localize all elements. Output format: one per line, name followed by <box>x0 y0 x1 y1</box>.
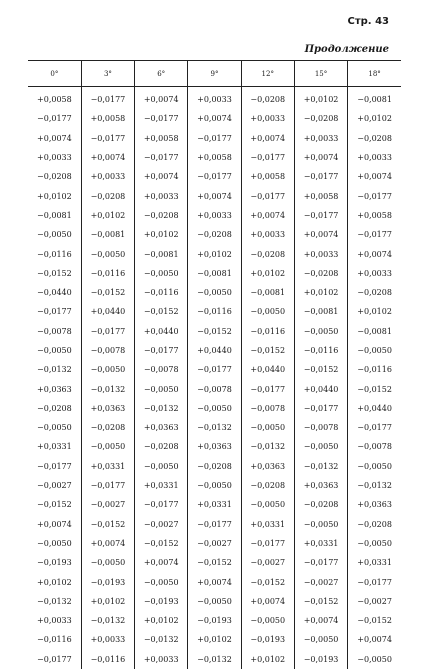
table-cell: −0,0193 <box>294 650 347 669</box>
table-cell: −0,0081 <box>81 225 134 244</box>
table-cell: −0,0050 <box>81 360 134 379</box>
table-cell: −0,0152 <box>135 302 188 321</box>
table-cell: −0,0050 <box>135 457 188 476</box>
table-cell: −0,0177 <box>81 87 134 110</box>
table-cell: −0,0050 <box>135 264 188 283</box>
table-cell: +0,0033 <box>135 186 188 205</box>
table-cell: −0,0132 <box>81 379 134 398</box>
table-cell: +0,0033 <box>294 129 347 148</box>
table-cell: +0,0074 <box>241 592 294 611</box>
table-cell: −0,0208 <box>348 129 401 148</box>
table-cell: −0,0081 <box>37 210 72 220</box>
table-cell: −0,0177 <box>294 399 347 418</box>
table-row <box>28 360 401 379</box>
table-cell: −0,0208 <box>37 403 72 413</box>
table-cell: −0,0208 <box>81 418 134 437</box>
table-cell: −0,0050 <box>188 399 241 418</box>
table-row <box>28 283 401 302</box>
table-cell: +0,0440 <box>135 322 188 341</box>
table-cell: +0,0331 <box>81 457 134 476</box>
table-row <box>28 592 401 611</box>
table-cell: +0,0363 <box>241 457 294 476</box>
table-cell: −0,0177 <box>348 418 401 437</box>
table-row <box>28 109 401 128</box>
table-cell: −0,0177 <box>188 360 241 379</box>
column-header: 3° <box>81 61 134 87</box>
table-row <box>28 341 401 360</box>
table-row <box>28 476 401 495</box>
table-cell: −0,0027 <box>135 515 188 534</box>
table-cell: −0,0177 <box>37 307 72 317</box>
table-cell: −0,0050 <box>37 230 72 240</box>
table-cell: −0,0050 <box>241 495 294 514</box>
table-cell: +0,0033 <box>37 616 72 626</box>
table-cell: −0,0177 <box>135 148 188 167</box>
table-row <box>28 206 401 225</box>
table-cell: −0,0132 <box>37 596 72 606</box>
table-cell: −0,0050 <box>188 592 241 611</box>
table-cell: +0,0363 <box>188 437 241 456</box>
table-cell: −0,0208 <box>188 225 241 244</box>
table-row <box>28 322 401 341</box>
table-cell: −0,0177 <box>294 167 347 186</box>
table-cell: −0,0027 <box>241 553 294 572</box>
table-cell: +0,0363 <box>348 495 401 514</box>
table-cell: +0,0363 <box>81 399 134 418</box>
table-cell: −0,0193 <box>81 572 134 591</box>
table-cell: +0,0033 <box>81 167 134 186</box>
table-cell: +0,0033 <box>348 148 401 167</box>
table-row <box>28 437 401 456</box>
table-cell: +0,0102 <box>37 577 72 587</box>
table-cell: −0,0177 <box>37 114 72 124</box>
table-cell: −0,0208 <box>294 495 347 514</box>
table-cell: +0,0102 <box>135 611 188 630</box>
table-cell: −0,0116 <box>81 650 134 669</box>
table-cell: −0,0208 <box>348 515 401 534</box>
table-cell: +0,0102 <box>294 87 347 110</box>
table-cell: −0,0050 <box>188 283 241 302</box>
table-row <box>28 399 401 418</box>
table-row <box>28 264 401 283</box>
column-header: 18° <box>348 61 401 87</box>
table-cell: −0,0078 <box>81 341 134 360</box>
table-cell: +0,0440 <box>81 302 134 321</box>
table-cell: −0,0177 <box>348 572 401 591</box>
table-cell: −0,0177 <box>81 322 134 341</box>
table-cell: −0,0177 <box>241 148 294 167</box>
table-cell: −0,0027 <box>37 481 72 491</box>
table-cell: −0,0177 <box>37 461 72 471</box>
table-cell: −0,0050 <box>348 650 401 669</box>
table-cell: −0,0078 <box>294 418 347 437</box>
table-cell: −0,0081 <box>294 302 347 321</box>
table-cell: −0,0177 <box>188 129 241 148</box>
page-number: Стр. 43 <box>347 16 389 27</box>
table-cell: +0,0074 <box>294 225 347 244</box>
table-cell: +0,0331 <box>294 534 347 553</box>
table-cell: +0,0058 <box>294 186 347 205</box>
table-cell: −0,0132 <box>241 437 294 456</box>
table-cell: +0,0440 <box>188 341 241 360</box>
table-cell: −0,0177 <box>135 495 188 514</box>
table-row <box>28 457 401 476</box>
table-cell: −0,0177 <box>241 534 294 553</box>
table-cell: +0,0058 <box>81 109 134 128</box>
table-cell: −0,0081 <box>348 87 401 110</box>
table-row <box>28 302 401 321</box>
table-cell: −0,0152 <box>348 379 401 398</box>
table-cell: +0,0033 <box>348 264 401 283</box>
table-cell: −0,0116 <box>188 302 241 321</box>
table-row <box>28 148 401 167</box>
table-cell: +0,0102 <box>135 225 188 244</box>
table-cell: +0,0102 <box>188 244 241 263</box>
column-header: 0° <box>28 61 81 87</box>
table-cell: −0,0050 <box>81 553 134 572</box>
table-cell: −0,0081 <box>188 264 241 283</box>
table-cell: −0,0078 <box>241 399 294 418</box>
table-cell: +0,0058 <box>37 95 72 105</box>
table-cell: −0,0050 <box>348 341 401 360</box>
table-cell: −0,0193 <box>37 558 72 568</box>
column-header: 9° <box>188 61 241 87</box>
table-cell: −0,0177 <box>294 206 347 225</box>
table-cell: −0,0177 <box>241 186 294 205</box>
column-header: 6° <box>135 61 188 87</box>
table-cell: −0,0208 <box>81 186 134 205</box>
table-cell: +0,0331 <box>135 476 188 495</box>
table-cell: −0,0152 <box>348 611 401 630</box>
table-cell: +0,0058 <box>348 206 401 225</box>
table-cell: −0,0177 <box>294 553 347 572</box>
table-row <box>28 630 401 649</box>
table-cell: +0,0074 <box>294 148 347 167</box>
table-cell: +0,0102 <box>348 109 401 128</box>
table-cell: −0,0132 <box>188 650 241 669</box>
table-cell: +0,0363 <box>135 418 188 437</box>
table-cell: −0,0050 <box>37 423 72 433</box>
table-cell: −0,0132 <box>294 457 347 476</box>
table-cell: −0,0132 <box>37 365 72 375</box>
table-cell: +0,0033 <box>37 153 72 163</box>
table-header-row <box>28 61 401 87</box>
table-cell: −0,0208 <box>241 476 294 495</box>
table-cell: +0,0102 <box>241 650 294 669</box>
table-row <box>28 515 401 534</box>
table-cell: +0,0074 <box>81 148 134 167</box>
continuation-label: Продолжение <box>304 44 389 55</box>
table-cell: −0,0193 <box>188 611 241 630</box>
table-cell: +0,0074 <box>294 611 347 630</box>
table-cell: −0,0132 <box>135 630 188 649</box>
table-cell: −0,0050 <box>135 379 188 398</box>
table-cell: −0,0208 <box>135 206 188 225</box>
table-cell: −0,0081 <box>348 322 401 341</box>
table-row <box>28 244 401 263</box>
table-cell: +0,0102 <box>241 264 294 283</box>
table-cell: −0,0208 <box>188 457 241 476</box>
table-cell: −0,0116 <box>348 360 401 379</box>
table-cell: +0,0074 <box>81 534 134 553</box>
table-cell: −0,0132 <box>188 418 241 437</box>
table-cell: −0,0208 <box>241 244 294 263</box>
table-cell: −0,0116 <box>37 635 72 645</box>
table-cell: +0,0033 <box>241 225 294 244</box>
table-cell: −0,0152 <box>37 500 72 510</box>
table-cell: +0,0074 <box>188 186 241 205</box>
values-table <box>28 60 401 669</box>
table-cell: +0,0058 <box>135 129 188 148</box>
table-cell: +0,0102 <box>81 206 134 225</box>
table-cell: −0,0132 <box>81 611 134 630</box>
table-cell: +0,0363 <box>294 476 347 495</box>
table-cell: +0,0363 <box>37 384 72 394</box>
table-row <box>28 186 401 205</box>
table-cell: −0,0116 <box>294 341 347 360</box>
table-cell: +0,0033 <box>241 109 294 128</box>
table-cell: −0,0050 <box>37 538 72 548</box>
table-cell: −0,0078 <box>188 379 241 398</box>
table-cell: +0,0058 <box>188 148 241 167</box>
table-cell: −0,0050 <box>81 437 134 456</box>
table-cell: +0,0074 <box>135 553 188 572</box>
table-cell: −0,0152 <box>188 322 241 341</box>
table-cell: −0,0027 <box>348 592 401 611</box>
table-cell: −0,0152 <box>241 341 294 360</box>
table-cell: −0,0132 <box>348 476 401 495</box>
table-cell: −0,0050 <box>241 302 294 321</box>
table-cell: +0,0331 <box>241 515 294 534</box>
table-cell: −0,0177 <box>188 167 241 186</box>
table-cell: +0,0440 <box>348 399 401 418</box>
table-cell: +0,0331 <box>188 495 241 514</box>
table-row <box>28 167 401 186</box>
table-cell: −0,0208 <box>37 172 72 182</box>
table-cell: −0,0152 <box>188 553 241 572</box>
table-cell: −0,0177 <box>37 654 72 664</box>
table-cell: +0,0074 <box>188 109 241 128</box>
table-cell: −0,0208 <box>241 87 294 110</box>
table-row <box>28 225 401 244</box>
table-cell: −0,0132 <box>135 399 188 418</box>
table-cell: −0,0027 <box>81 495 134 514</box>
table-cell: +0,0102 <box>37 191 72 201</box>
table-row <box>28 129 401 148</box>
table-cell: +0,0074 <box>241 206 294 225</box>
table-cell: +0,0102 <box>348 302 401 321</box>
table-row <box>28 611 401 630</box>
table-cell: −0,0152 <box>135 534 188 553</box>
column-header: 12° <box>241 61 294 87</box>
table-cell: +0,0074 <box>348 630 401 649</box>
table-cell: −0,0050 <box>81 244 134 263</box>
table-cell: +0,0102 <box>81 592 134 611</box>
table-cell: +0,0074 <box>135 87 188 110</box>
table-cell: −0,0078 <box>135 360 188 379</box>
table-cell: −0,0116 <box>81 264 134 283</box>
table-cell: −0,0050 <box>348 457 401 476</box>
table-row <box>28 650 401 669</box>
table-cell: −0,0152 <box>241 572 294 591</box>
table-cell: −0,0116 <box>37 249 72 259</box>
table-cell: +0,0102 <box>294 283 347 302</box>
table-cell: −0,0050 <box>294 437 347 456</box>
table-cell: −0,0050 <box>294 630 347 649</box>
table-cell: +0,0074 <box>188 572 241 591</box>
table-cell: +0,0033 <box>81 630 134 649</box>
table-cell: −0,0177 <box>348 186 401 205</box>
table-cell: −0,0050 <box>241 611 294 630</box>
table-cell: +0,0440 <box>241 360 294 379</box>
table-cell: −0,0193 <box>241 630 294 649</box>
table-cell: +0,0074 <box>348 244 401 263</box>
table-cell: +0,0074 <box>135 167 188 186</box>
table-cell: +0,0033 <box>188 206 241 225</box>
table-cell: +0,0440 <box>294 379 347 398</box>
table-cell: +0,0033 <box>294 244 347 263</box>
table-cell: −0,0177 <box>81 129 134 148</box>
table-cell: −0,0177 <box>81 476 134 495</box>
table-cell: −0,0440 <box>37 288 72 298</box>
table-cell: −0,0116 <box>135 283 188 302</box>
table-cell: −0,0050 <box>37 346 72 355</box>
table-cell: +0,0074 <box>37 133 72 143</box>
table-cell: −0,0027 <box>188 534 241 553</box>
table-cell: −0,0050 <box>348 534 401 553</box>
table-body <box>28 87 401 669</box>
table-row <box>28 572 401 591</box>
table-cell: −0,0177 <box>348 225 401 244</box>
table-cell: +0,0331 <box>348 553 401 572</box>
table-row <box>28 418 401 437</box>
table-cell: −0,0050 <box>294 322 347 341</box>
table-cell: −0,0193 <box>135 592 188 611</box>
table-cell: −0,0050 <box>294 515 347 534</box>
table-cell: −0,0078 <box>37 326 72 336</box>
table-row <box>28 553 401 572</box>
table-cell: +0,0033 <box>188 87 241 110</box>
table-cell: −0,0081 <box>135 244 188 263</box>
table-cell: −0,0208 <box>348 283 401 302</box>
table-cell: −0,0177 <box>188 515 241 534</box>
table-row <box>28 495 401 514</box>
table-cell: −0,0208 <box>294 264 347 283</box>
table-cell: −0,0208 <box>135 437 188 456</box>
table-cell: −0,0027 <box>294 572 347 591</box>
table-row <box>28 87 401 110</box>
table-cell: −0,0152 <box>81 515 134 534</box>
table-cell: −0,0116 <box>241 322 294 341</box>
table-cell: +0,0033 <box>135 650 188 669</box>
table-cell: +0,0058 <box>241 167 294 186</box>
table-row <box>28 534 401 553</box>
table-cell: −0,0177 <box>241 379 294 398</box>
table-cell: −0,0050 <box>241 418 294 437</box>
table-cell: −0,0050 <box>135 572 188 591</box>
table-cell: −0,0081 <box>241 283 294 302</box>
table-cell: −0,0078 <box>348 437 401 456</box>
column-header: 15° <box>294 61 347 87</box>
table-cell: +0,0074 <box>348 167 401 186</box>
table-cell: −0,0050 <box>188 476 241 495</box>
table-cell: −0,0152 <box>294 360 347 379</box>
table-row <box>28 379 401 398</box>
table-cell: −0,0152 <box>81 283 134 302</box>
table-cell: −0,0177 <box>135 341 188 360</box>
table-cell: +0,0074 <box>241 129 294 148</box>
table-cell: −0,0152 <box>294 592 347 611</box>
table-cell: +0,0074 <box>37 519 72 529</box>
table-cell: −0,0208 <box>294 109 347 128</box>
table-cell: +0,0331 <box>37 442 72 452</box>
table-cell: +0,0102 <box>188 630 241 649</box>
table-cell: −0,0177 <box>135 109 188 128</box>
table-cell: −0,0152 <box>37 268 72 278</box>
